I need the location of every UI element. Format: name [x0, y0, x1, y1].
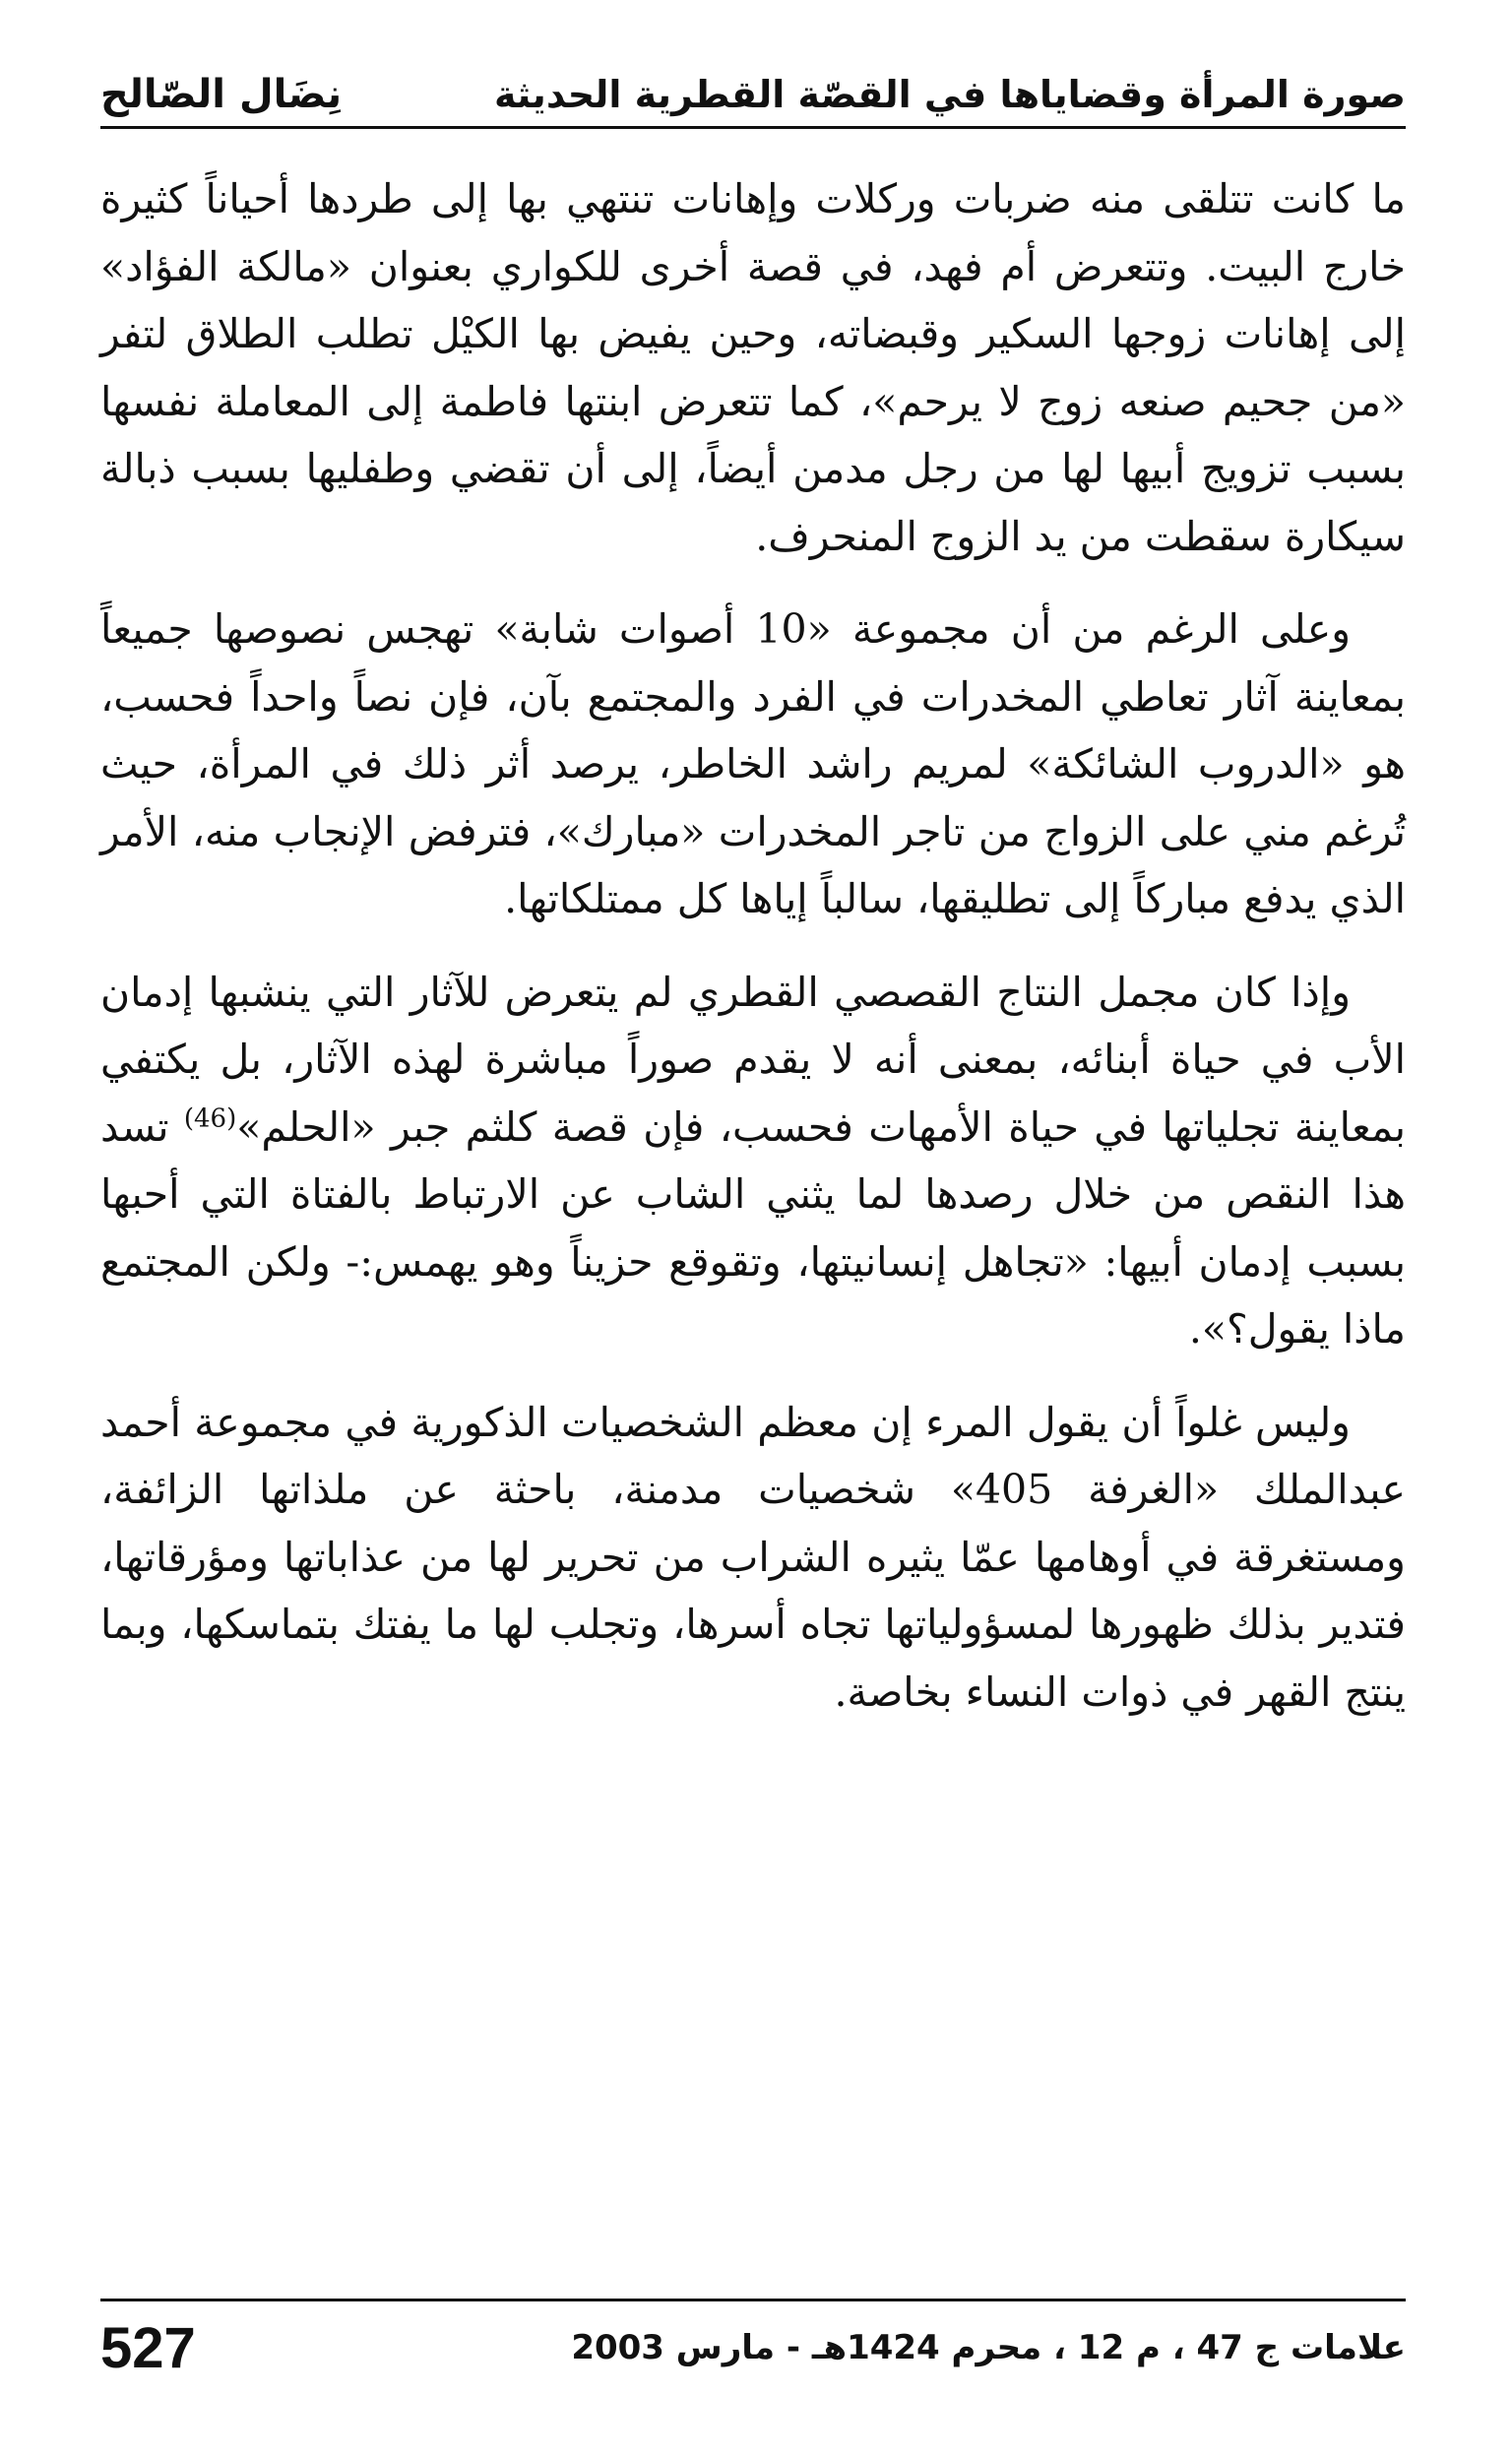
paragraph-3-text-after: تسد هذا النقص من خلال رصدها لما يثني الشاب عن الارتباط بالفتاة التي أحبها بسبب إدمان أبيها: «تجاهل إنسانيتها، وتقوقع حزيناً وهو يهمس:- ولكن المجتمع ماذا يقول؟». — [100, 1102, 1406, 1353]
page-number: 527 — [100, 2315, 196, 2380]
running-title: صورة المرأة وقضاياها في القصّة القطرية الحديثة — [494, 73, 1406, 117]
paragraph-4: وليس غلواً أن يقول المرء إن معظم الشخصيات الذكورية في مجموعة أحمد عبدالملك «الغرفة 405» شخصيات مدمنة، باحثة عن ملذاتها الزائفة، ومستغرقة في أوهامها عمّا يثيره الشراب من تحرير لها من عذاباتها ومؤرقاتها، فتدير بذلك ظهورها لمسؤولياتها تجاه أسرها، وتجلب لها ما يفتك بتماسكها، وبما ينتج القهر في ذوات النساء بخاصة. — [100, 1398, 1406, 1716]
header-rule — [100, 126, 1406, 129]
paragraph-3-text-before: وإذا كان مجمل النتاج القصصي القطري لم يتعرض للآثار التي ينشبها إدمان الأب في حياة أبنائه، بمعنى أنه لا يقدم صوراً مباشرة لهذه الآثار، بل يكتفي بمعاينة تجلياتها في حياة الأمهات فحسب، فإن قصة كلثم جبر «الحلم» — [100, 968, 1406, 1151]
paragraph-1: ما كانت تتلقى منه ضربات وركلات وإهانات تنتهي بها إلى طردها أحياناً كثيرة خارج البيت. وتتعرض أم فهد، في قصة أخرى للكواري بعنوان «مالكة الفؤاد» إلى إهانات زوجها السكير وقبضاته، وحين يفيض بها الكيْل تطلب الطلاق لتفر «من جحيم صنعه زوج لا يرحم»، كما تتعرض ابنتها فاطمة إلى المعاملة نفسها بسبب تزويج أبيها لها من رجل مدمن أيضاً، إلى أن تقضي وطفليها بسبب ذبالة سيكارة سقطت من يد الزوج المنحرف. — [100, 175, 1406, 560]
running-header — [100, 39, 1406, 118]
running-author: نِضَال الصّالح — [100, 72, 343, 117]
journal-citation: علامات ج 47 ، م 12 ، محرم 1424هـ - مارس 2003 — [571, 2328, 1406, 2367]
footnote-reference: (46) — [183, 1102, 237, 1133]
paragraph-3 — [100, 959, 1406, 1363]
page-footer — [100, 2308, 1406, 2387]
body-text — [100, 165, 1406, 1751]
footer-rule — [100, 2299, 1406, 2301]
paragraph-2: وعلى الرغم من أن مجموعة «10 أصوات شابة» تهجس نصوصها جميعاً بمعاينة آثار تعاطي المخدرات في الفرد والمجتمع بآن، فإن نصاً واحداً فحسب، هو «الدروب الشائكة» لمريم راشد الخاطر، يرصد أثر ذلك في المرأة، حيث تُرغم مني على الزواج من تاجر المخدرات «مبارك»، فترفض الإنجاب منه، الأمر الذي يدفع مباركاً إلى تطليقها، سالباً إياها كل ممتلكاتها. — [100, 605, 1406, 922]
